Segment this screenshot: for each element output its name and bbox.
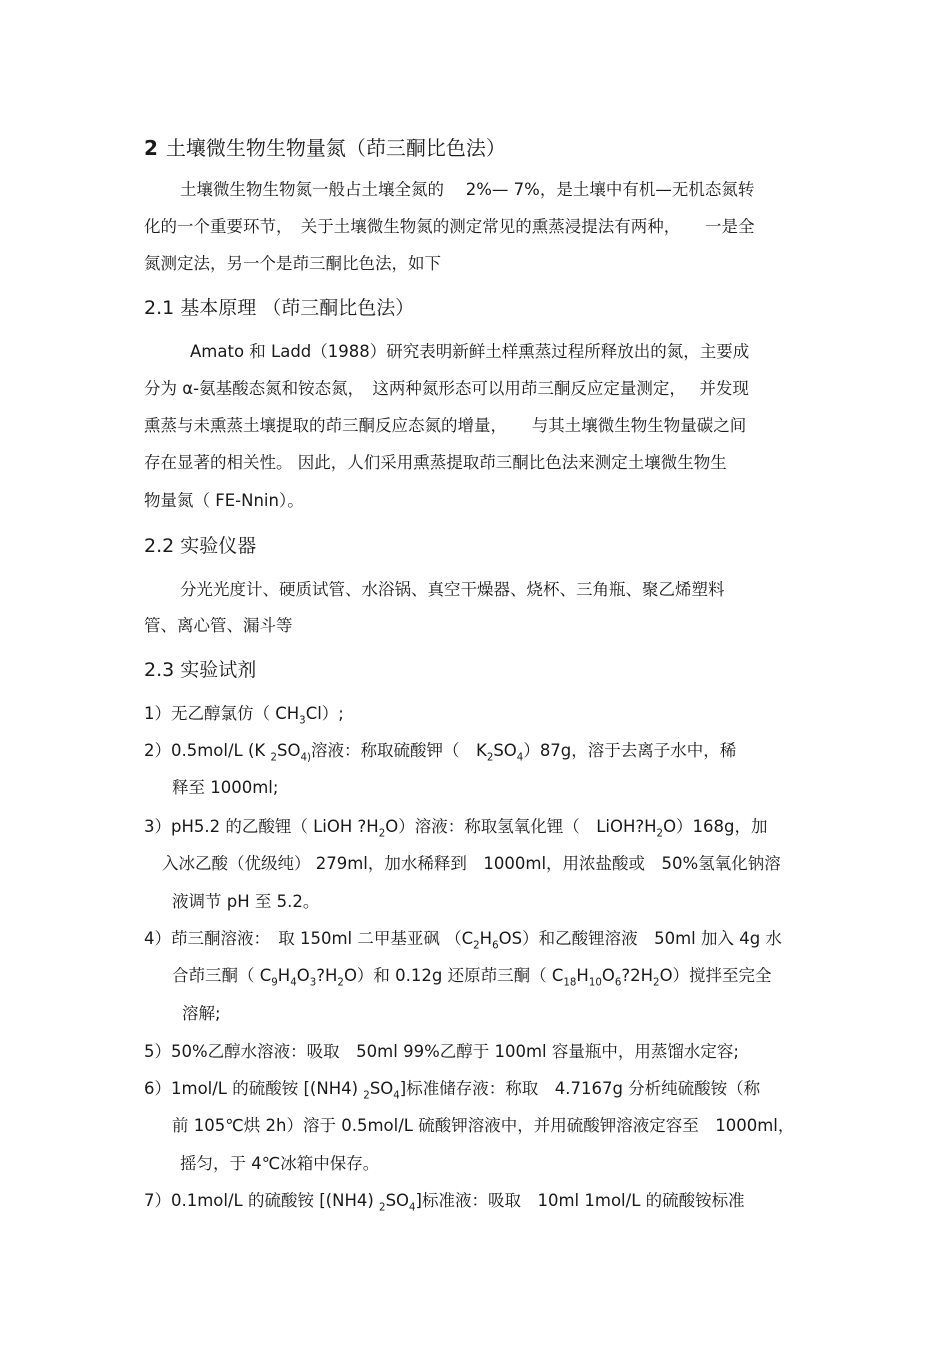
paragraph-line: Amato 和 Ladd（1988）研究表明新鲜土样熏蒸过程所释放出的氮，主要成 [190,342,750,361]
subsection-heading-2-3: 2.3 实验试剂 [144,659,257,681]
paragraph-line: 分为 α-氨基酸态氮和铵态氮， 这两种氮形态可以用茚三酮反应定量测定， 并发现 [144,379,749,398]
reagent-item-3: 3）pH5.2 的乙酸锂（ LiOH $?H_2O$）溶液：称取氢氧化锂（ $LiOH?H_2O)168g$，加 [144,817,768,840]
reagent-item-4: 4）茚三酮溶液： 取 150ml 二甲基亚砜 $(C_2H_6OS)$和乙酸锂溶液 50ml 加入 4g 水 [144,929,782,952]
reagent-item-7: 7）0.1mol/L 的硫酸铵 [(NH4) $_2SO_4$]标准液：吸取 10ml 1mol/L 的硫酸铵标准 [144,1191,745,1214]
subsection-heading-2-2: 2.2 实验仪器 [144,535,257,557]
reagent-item-5: 5）50%乙醇水溶液：吸取 50ml 99%乙醇于 100ml 容量瓶中，用蒸馏水定容; [144,1042,739,1061]
section-title: 土壤微生物生物量氮（茚三酮比色法） [165,136,506,160]
reagent-item-6-cont: 摇匀，于 4℃冰箱中保存。 [180,1154,380,1173]
subsection-heading-2-1: 2.1 基本原理 （茚三酮比色法） [144,297,415,319]
paragraph-line: 物量氮（ FE-Nnin）。 [144,491,304,510]
reagent-item-3-cont: 液调节 pH 至 5.2。 [172,892,320,911]
intro-line: 土壤微生物生物氮一般占土壤全氮的 2%— 7%，是土壤中有机—无机态氮转 [180,180,755,199]
intro-line: 化的一个重要环节， 关于土壤微生物氮的测定常见的熏蒸浸提法有两种， 一是全 [144,217,755,236]
reagent-item-4-cont: 溶解; [182,1004,221,1023]
reagent-item-6-cont: 前 105℃烘 2h）溶于 0.5mol/L 硫酸钾溶液中，并用硫酸钾溶液定容至 1000ml， [172,1116,795,1135]
paragraph-line: 熏蒸与未熏蒸土壤提取的茚三酮反应态氮的增量， 与其土壤微生物生物量碳之间 [144,416,747,435]
paragraph-line: 存在显著的相关性。 因此，人们采用熏蒸提取茚三酮比色法来测定土壤微生物生 [144,453,727,472]
reagent-item-6: 6）1mol/L 的硫酸铵 [(NH4) $_2SO_4$]标准储存液：称取 4.7167g 分析纯硫酸铵（称 [144,1079,761,1102]
section-heading [144,132,506,161]
section-number: 2 [144,136,158,160]
reagent-item-4-cont: 合茚三酮（ $C_9H_4O_3?H_2O$）和 0.12g 还原茚三酮（ $C_{18}H_{10}O_6?2H_2O$）搅拌至完全 [172,966,772,989]
paragraph-line: 管、离心管、漏斗等 [144,616,293,635]
reagent-item-2-cont: 释至 1000ml; [172,778,279,797]
paragraph-line: 分光光度计、硬质试管、水浴锅、真空干燥器、烧杯、三角瓶、聚乙烯塑料 [180,580,725,599]
reagent-item-3-cont: 入冰乙酸（优级纯） 279ml，加水稀释到 1000ml，用浓盐酸或 50%氢氧化钠溶 [162,854,781,873]
reagent-item-2: 2）0.5mol/L (K $_2SO_{4)}$溶液：称取硫酸钾（ $K_2SO_4)87g$，溶于去离子水中，稀 [144,741,737,764]
intro-line: 氮测定法，另一个是茚三酮比色法，如下 [144,254,441,273]
reagent-item-1: 1）无乙醇氯仿（ $CH_3Cl$）; [144,704,344,727]
